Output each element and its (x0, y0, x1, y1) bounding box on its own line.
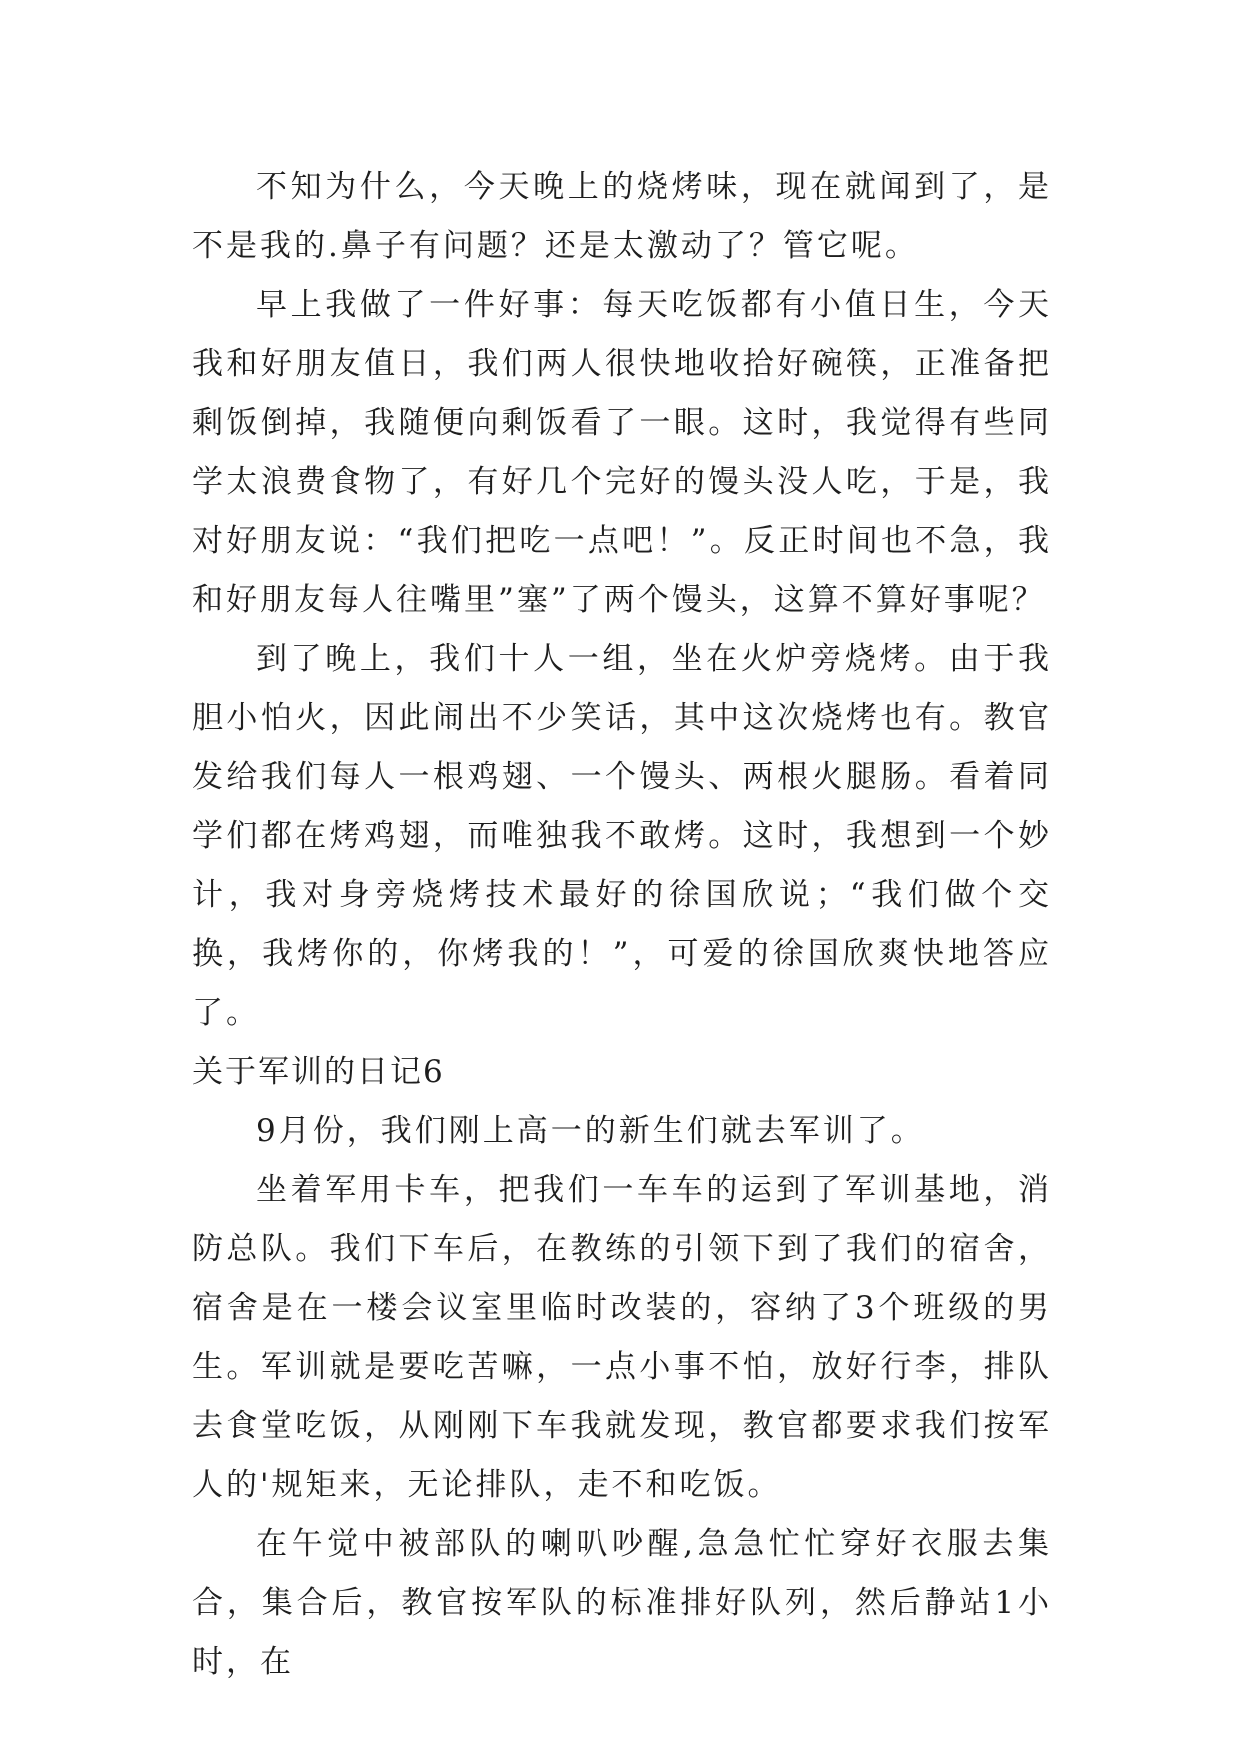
paragraph-nap: 在午觉中被部队的喇叭吵醒,急急忙忙穿好衣服去集合，集合后，教官按军队的标准排好队列，然后静站1小时，在 (192, 1526, 1052, 1680)
paragraph-smell: 不知为什么，今天晚上的烧烤味，现在就闻到了，是不是我的.鼻子有问题？还是太激动了？管它呢。 (192, 169, 1052, 264)
paragraph-arrival: 坐着军用卡车，把我们一车车的运到了军训基地，消防总队。我们下车后，在教练的引领下到了我们的宿舍，宿舍是在一楼会议室里临时改装的，容纳了3个班级的男生。军训就是要吃苦嘛，一点小事不怕，放好行李，排队去食堂吃饭，从刚刚下车我就发现，教官都要求我们按军人的'规矩来，无论排队，走不和吃饭。 (192, 1172, 1052, 1503)
paragraph-september: 9月份，我们刚上高一的新生们就去军训了。 (256, 1113, 925, 1149)
paragraph-barbecue: 到了晚上，我们十人一组，坐在火炉旁烧烤。由于我胆小怕火，因此闹出不少笑话，其中这次烧烤也有。教官发给我们每人一根鸡翅、一个馒头、两根火腿肠。看着同学们都在烤鸡翅，而唯独我不敢烤。这时，我想到一个妙计，我对身旁烧烤技术最好的徐国欣说；“我们做个交换，我烤你的，你烤我的！”，可爱的徐国欣爽快地答应了。 (192, 641, 1052, 1031)
paragraph-good-deed: 早上我做了一件好事：每天吃饭都有小值日生，今天我和好朋友值日，我们两人很快地收拾好碗筷，正准备把剩饭倒掉，我随便向剩饭看了一眼。这时，我觉得有些同学太浪费食物了，有好几个完好的馒头没人吃，于是，我对好朋友说：“我们把吃一点吧！”。反正时间也不急，我和好朋友每人往嘴里”塞”了两个馒头，这算不算好事呢？ (192, 287, 1052, 618)
section-title: 关于军训的日记6 (192, 1054, 445, 1090)
document-body (192, 158, 1052, 1692)
